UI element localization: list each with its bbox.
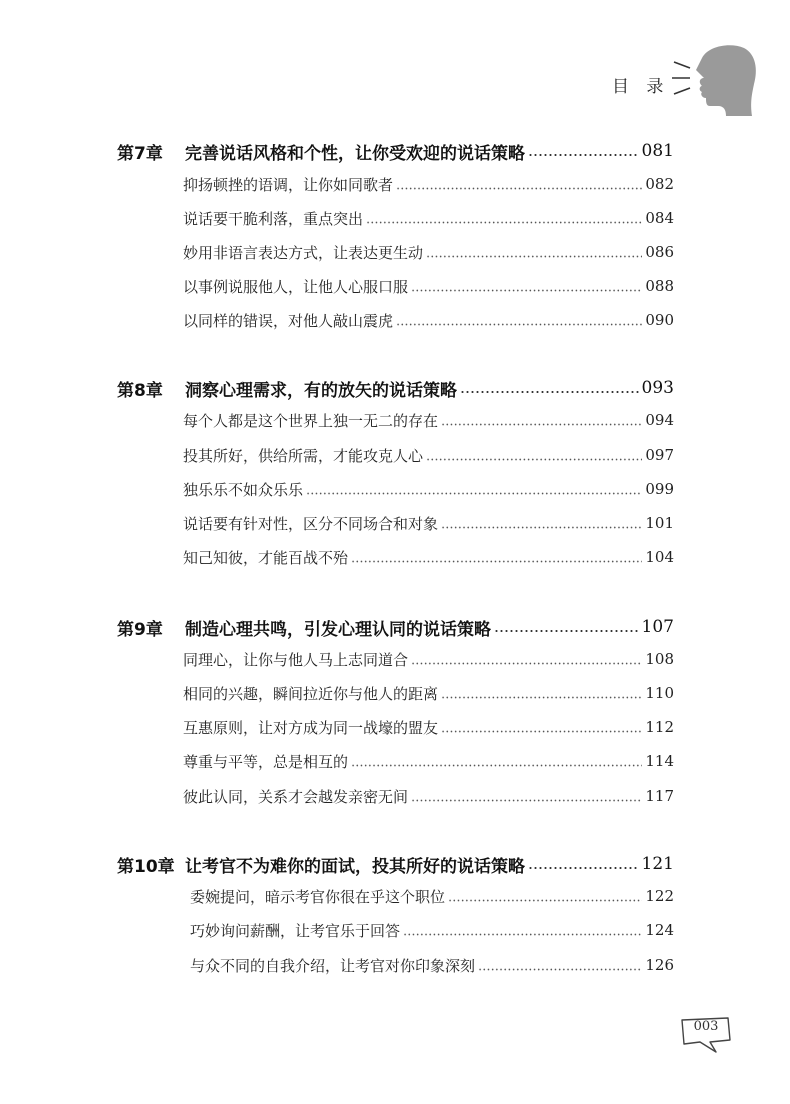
section-page: 086 [645,243,674,261]
dot-leader [441,526,642,529]
chapter-page: 107 [641,617,674,637]
dot-leader [366,221,642,224]
section-title: 以事例说服他人，让他人心服口服 [183,277,409,296]
dot-leader [441,730,642,733]
chapter-8[interactable] [117,374,674,402]
section-item[interactable] [190,953,674,977]
page-number: 003 [693,1019,719,1034]
dot-leader [351,764,642,767]
dot-leader [441,423,642,426]
page-header [0,0,790,130]
dot-leader [396,323,642,326]
section-title: 以同样的错误，对他人敲山震虎 [183,311,394,330]
dot-leader [426,255,642,258]
section-page: 097 [645,446,674,464]
section-title: 相同的兴趣，瞬间拉近你与他人的距离 [183,684,439,703]
dot-leader [411,289,642,292]
section-page: 088 [645,277,674,295]
section-title: 巧妙询问薪酬，让考官乐于回答 [190,921,401,940]
section-item[interactable] [183,308,674,332]
section-item[interactable] [183,274,674,298]
chapter-page: 093 [641,378,674,398]
dot-leader [528,866,639,870]
section-item[interactable] [183,647,674,671]
section-page: 094 [645,411,674,429]
section-item[interactable] [183,408,674,432]
section-page: 110 [645,684,674,702]
dot-leader [396,187,642,190]
section-item[interactable] [183,545,674,569]
section-page: 099 [645,480,674,498]
chapter-title: 制造心理共鸣，引发心理认同的说话策略 [185,619,491,640]
chapter-title: 让考官不为难你的面试，投其所好的说话策略 [185,856,525,877]
section-title: 与众不同的自我介绍，让考官对你印象深刻 [190,956,476,975]
section-page: 112 [645,718,674,736]
dot-leader [460,390,639,394]
section-title: 知己知彼，才能百战不殆 [183,548,349,567]
dot-leader [351,560,642,563]
section-item[interactable] [183,784,674,808]
section-item[interactable] [190,918,674,942]
section-item[interactable] [190,884,674,908]
section-title: 投其所好，供给所需，才能攻克人心 [183,446,424,465]
section-item[interactable] [183,206,674,230]
header-title: 目 录 [612,77,670,97]
chapter-title: 完善说话风格和个性，让你受欢迎的说话策略 [185,143,525,164]
chapter-number: 第10章 [117,856,175,877]
dot-leader [411,799,642,802]
dot-leader [478,968,642,971]
dot-leader [528,153,639,157]
chapter-title: 洞察心理需求，有的放矢的说话策略 [185,380,457,401]
dot-leader [448,899,642,902]
speaking-head-icon [668,40,758,120]
section-title: 独乐乐不如众乐乐 [183,480,304,499]
section-title: 说话要干脆利落，重点突出 [183,209,364,228]
section-item[interactable] [183,715,674,739]
section-item[interactable] [183,511,674,535]
section-title: 抑扬顿挫的语调，让你如同歌者 [183,175,394,194]
chapter-page: 081 [641,141,674,161]
section-title: 每个人都是这个世界上独一无二的存在 [183,411,439,430]
section-title: 互惠原则，让对方成为同一战壕的盟友 [183,718,439,737]
section-item[interactable] [183,240,674,264]
section-page: 126 [645,956,674,974]
section-title: 尊重与平等，总是相互的 [183,752,349,771]
chapter-10[interactable] [117,850,674,878]
section-page: 104 [645,548,674,566]
dot-leader [411,662,642,665]
section-title: 委婉提问，暗示考官你很在乎这个职位 [190,887,446,906]
section-item[interactable] [183,443,674,467]
chapter-number: 第7章 [117,143,163,164]
section-page: 124 [645,921,674,939]
section-item[interactable] [183,749,674,773]
section-page: 114 [645,752,674,770]
section-item[interactable] [183,681,674,705]
section-page: 108 [645,650,674,668]
section-page: 090 [645,311,674,329]
chapter-9[interactable] [117,613,674,641]
section-item[interactable] [183,477,674,501]
section-title: 妙用非语言表达方式，让表达更生动 [183,243,424,262]
section-title: 说话要有针对性，区分不同场合和对象 [183,514,439,533]
section-page: 101 [645,514,674,532]
section-page: 117 [645,787,674,805]
chapter-7[interactable] [117,137,674,165]
dot-leader [306,492,642,495]
dot-leader [441,696,642,699]
chapter-number: 第8章 [117,380,163,401]
section-item[interactable] [183,172,674,196]
chapter-page: 121 [641,854,674,874]
section-title: 彼此认同，关系才会越发亲密无间 [183,787,409,806]
chapter-number: 第9章 [117,619,163,640]
dot-leader [403,933,642,936]
section-page: 122 [645,887,674,905]
section-page: 082 [645,175,674,193]
section-page: 084 [645,209,674,227]
section-title: 同理心，让你与他人马上志同道合 [183,650,409,669]
dot-leader [426,458,642,461]
dot-leader [494,629,639,633]
